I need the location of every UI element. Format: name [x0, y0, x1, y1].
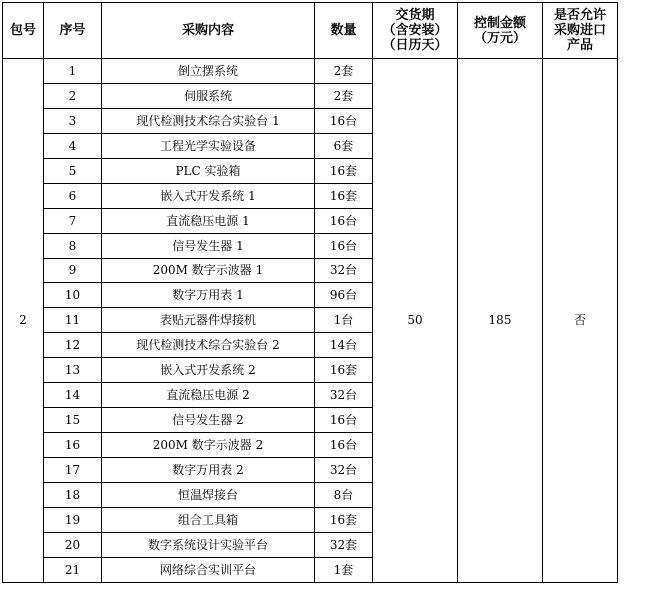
content-cell: 信号发生器 1	[102, 233, 315, 258]
package-cell: 2	[3, 59, 44, 583]
content-cell: 现代检测技术综合实验台 1	[102, 108, 315, 133]
content-cell: 数字万用表 1	[102, 283, 315, 308]
qty-cell: 32台	[315, 258, 373, 283]
qty-cell: 16套	[315, 158, 373, 183]
qty-cell: 16套	[315, 358, 373, 383]
seq-cell: 10	[44, 283, 102, 308]
delivery-cell: 50	[373, 59, 458, 583]
qty-cell: 16台	[315, 108, 373, 133]
qty-cell: 16台	[315, 208, 373, 233]
header-qty: 数量	[315, 3, 373, 59]
seq-cell: 20	[44, 532, 102, 557]
header-package: 包号	[3, 3, 44, 59]
seq-cell: 12	[44, 333, 102, 358]
qty-cell: 16套	[315, 183, 373, 208]
header-delivery-line: 交货期	[395, 8, 435, 23]
header-import-line: 产品	[566, 38, 593, 53]
content-cell: 倒立摆系统	[102, 59, 315, 84]
qty-cell: 1套	[315, 557, 373, 582]
content-cell: 直流稳压电源 2	[102, 383, 315, 408]
qty-cell: 16台	[315, 233, 373, 258]
header-amount	[458, 3, 543, 59]
seq-cell: 4	[44, 133, 102, 158]
seq-cell: 18	[44, 482, 102, 507]
qty-cell: 16台	[315, 408, 373, 433]
qty-cell: 1台	[315, 308, 373, 333]
content-cell: 伺服系统	[102, 83, 315, 108]
content-cell: 恒温焊接台	[102, 482, 315, 507]
content-cell: 表贴元器件焊接机	[102, 308, 315, 333]
header-content: 采购内容	[102, 3, 315, 59]
table-body	[3, 59, 618, 583]
table-row	[3, 59, 618, 84]
content-cell: 200M 数字示波器 2	[102, 433, 315, 458]
content-cell: 信号发生器 2	[102, 408, 315, 433]
content-cell: 嵌入式开发系统 1	[102, 183, 315, 208]
seq-cell: 8	[44, 233, 102, 258]
seq-cell: 16	[44, 433, 102, 458]
seq-cell: 1	[44, 59, 102, 84]
qty-cell: 8台	[315, 482, 373, 507]
content-cell: 组合工具箱	[102, 507, 315, 532]
content-cell: PLC 实验箱	[102, 158, 315, 183]
content-cell: 嵌入式开发系统 2	[102, 358, 315, 383]
qty-cell: 32台	[315, 383, 373, 408]
seq-cell: 21	[44, 557, 102, 582]
qty-cell: 14台	[315, 333, 373, 358]
seq-cell: 9	[44, 258, 102, 283]
header-amount-line: 控制金额	[473, 15, 526, 31]
seq-cell: 13	[44, 358, 102, 383]
content-cell: 数字万用表 2	[102, 458, 315, 483]
seq-cell: 17	[44, 458, 102, 483]
header-amount-line: （万元）	[473, 30, 526, 46]
seq-cell: 3	[44, 108, 102, 133]
content-cell: 数字系统设计实验平台	[102, 532, 315, 557]
qty-cell: 16台	[315, 433, 373, 458]
qty-cell: 6套	[315, 133, 373, 158]
header-import-line: 采购进口	[553, 23, 606, 38]
header-row	[3, 3, 618, 59]
procurement-table	[2, 2, 618, 583]
seq-cell: 2	[44, 83, 102, 108]
header-delivery	[373, 3, 458, 59]
qty-cell: 32台	[315, 458, 373, 483]
qty-cell: 2套	[315, 83, 373, 108]
seq-cell: 14	[44, 383, 102, 408]
header-seq: 序号	[44, 3, 102, 59]
seq-cell: 6	[44, 183, 102, 208]
content-cell: 工程光学实验设备	[102, 133, 315, 158]
qty-cell: 2套	[315, 59, 373, 84]
seq-cell: 7	[44, 208, 102, 233]
header-delivery-line: （日历天）	[382, 38, 448, 53]
qty-cell: 16套	[315, 507, 373, 532]
content-cell: 网络综合实训平台	[102, 557, 315, 582]
header-import-line: 是否允许	[553, 8, 606, 23]
seq-cell: 19	[44, 507, 102, 532]
import-cell: 否	[543, 59, 618, 583]
seq-cell: 5	[44, 158, 102, 183]
seq-cell: 11	[44, 308, 102, 333]
seq-cell: 15	[44, 408, 102, 433]
header-import	[543, 3, 618, 59]
qty-cell: 32套	[315, 532, 373, 557]
content-cell: 200M 数字示波器 1	[102, 258, 315, 283]
header-delivery-line: （含安装）	[382, 23, 448, 38]
amount-cell: 185	[458, 59, 543, 583]
content-cell: 直流稳压电源 1	[102, 208, 315, 233]
content-cell: 现代检测技术综合实验台 2	[102, 333, 315, 358]
qty-cell: 96台	[315, 283, 373, 308]
